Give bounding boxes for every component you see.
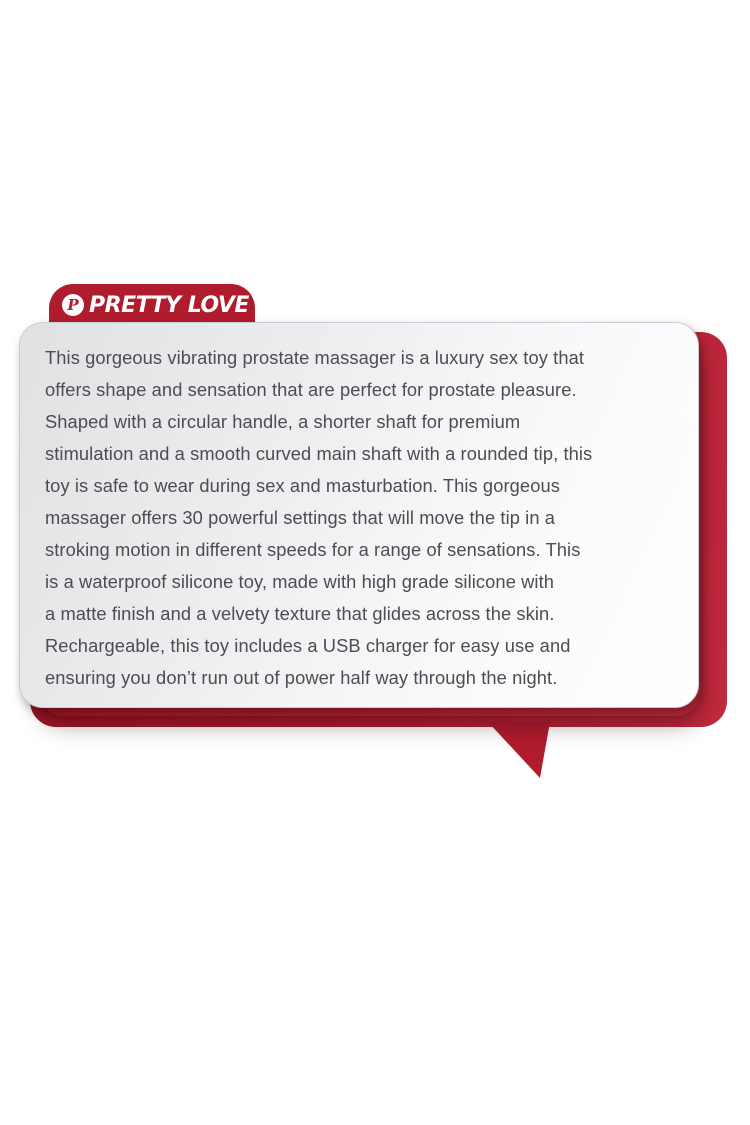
brand-name: PRETTY LOVE [89,292,249,318]
description-line: massager offers 30 powerful settings that will move the tip in a [45,507,556,528]
description-line: a matte finish and a velvety texture that glides across the skin. [45,603,555,624]
description-line: offers shape and sensation that are perfect for prostate pleasure. [45,379,577,400]
brand-watermark: PRETTY LOVE [680,385,695,504]
description-line: stimulation and a smooth curved main shaft with a rounded tip, this [45,443,593,464]
description-line: stroking motion in different speeds for a range of sensations. This [45,539,581,560]
product-description [45,342,695,694]
description-line: This gorgeous vibrating prostate massager is a luxury sex toy that [45,347,585,368]
logo-mark-icon: P [62,294,84,316]
description-line: Rechargeable, this toy includes a USB charger for easy use and [45,635,571,656]
speech-bubble-pointer [488,722,550,778]
description-line: toy is safe to wear during sex and masturbation. This gorgeous [45,475,560,496]
description-line: is a waterproof silicone toy, made with high grade silicone with [45,571,555,592]
description-line: Shaped with a circular handle, a shorter shaft for premium [45,411,521,432]
description-line: ensuring you don’t run out of power half way through the night. [45,667,558,688]
brand-logo [62,292,249,318]
